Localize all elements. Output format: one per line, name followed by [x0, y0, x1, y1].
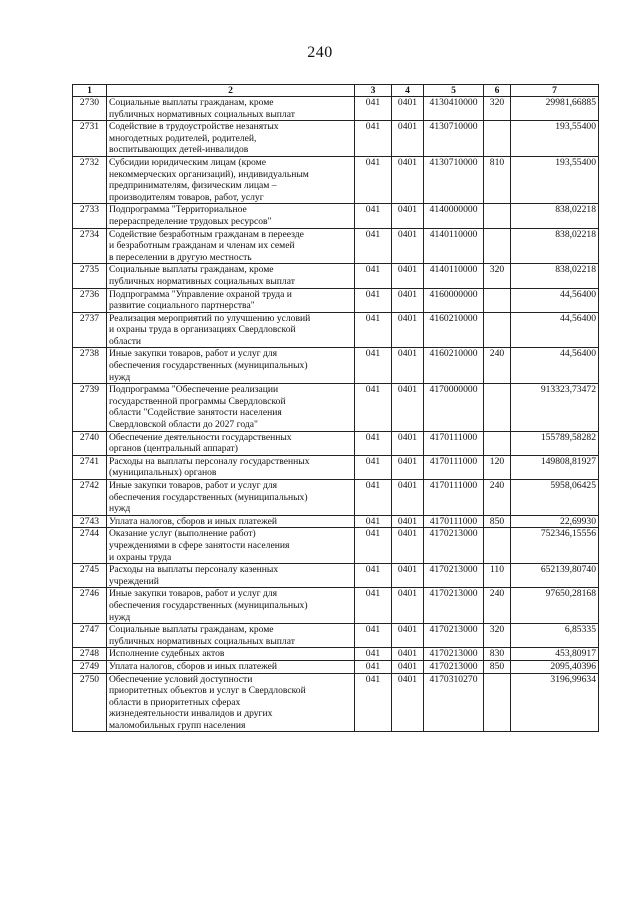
row-amount: 22,69930: [511, 515, 599, 528]
row-name: Содействие безработным гражданам в переезде и безработным гражданам и членам их семей в переселении в другую местность: [107, 228, 355, 264]
row-name: Иные закупки товаров, работ и услуг для обеспечения государственных (муниципальных) нужд: [107, 480, 355, 516]
row-name: Подпрограмма "Территориальное перераспределение трудовых ресурсов": [107, 204, 355, 228]
row-expense-type: [484, 431, 511, 455]
table-row: [73, 455, 599, 479]
row-target-code: 4170111000: [424, 431, 484, 455]
row-target-code: 4170213000: [424, 564, 484, 588]
row-number: 2736: [73, 288, 107, 312]
budget-table: [72, 84, 599, 732]
row-target-code: 4160000000: [424, 288, 484, 312]
table-row: [73, 564, 599, 588]
table-row: [73, 648, 599, 661]
row-target-code: 4170213000: [424, 588, 484, 624]
row-number: 2746: [73, 588, 107, 624]
row-section-code: 0401: [392, 431, 424, 455]
row-ministry-code: 041: [355, 431, 392, 455]
row-ministry-code: 041: [355, 624, 392, 648]
row-name: Социальные выплаты гражданам, кроме публичных нормативных социальных выплат: [107, 97, 355, 121]
table-row: [73, 312, 599, 348]
row-ministry-code: 041: [355, 264, 392, 288]
row-amount: 913323,73472: [511, 384, 599, 431]
row-ministry-code: 041: [355, 660, 392, 673]
row-amount: 193,55400: [511, 121, 599, 157]
row-target-code: 4130710000: [424, 121, 484, 157]
row-section-code: 0401: [392, 648, 424, 661]
table-row: [73, 228, 599, 264]
row-target-code: 4170213000: [424, 648, 484, 661]
row-expense-type: [484, 528, 511, 564]
row-expense-type: [484, 384, 511, 431]
row-target-code: 4170213000: [424, 660, 484, 673]
row-amount: 29981,66885: [511, 97, 599, 121]
row-amount: 838,02218: [511, 264, 599, 288]
row-amount: 155789,58282: [511, 431, 599, 455]
row-target-code: 4130710000: [424, 156, 484, 203]
table-row: [73, 121, 599, 157]
table-row: [73, 480, 599, 516]
row-amount: 44,56400: [511, 288, 599, 312]
row-ministry-code: 041: [355, 288, 392, 312]
row-name: Субсидии юридическим лицам (кроме некоммерческих организаций), индивидуальным предпринимателям, физическим лицам – производителям товаров, работ, услуг: [107, 156, 355, 203]
row-target-code: 4170213000: [424, 624, 484, 648]
row-amount: 2095,40396: [511, 660, 599, 673]
row-expense-type: 240: [484, 480, 511, 516]
row-number: 2742: [73, 480, 107, 516]
table-header: [73, 85, 599, 97]
row-section-code: 0401: [392, 384, 424, 431]
header-col-4: 4: [392, 85, 424, 97]
row-section-code: 0401: [392, 624, 424, 648]
row-target-code: 4160210000: [424, 312, 484, 348]
row-target-code: 4140110000: [424, 228, 484, 264]
row-ministry-code: 041: [355, 228, 392, 264]
table-row: [73, 528, 599, 564]
row-number: 2743: [73, 515, 107, 528]
table-row: [73, 156, 599, 203]
table-row: [73, 431, 599, 455]
row-ministry-code: 041: [355, 156, 392, 203]
row-name: Расходы на выплаты персоналу казенных учреждений: [107, 564, 355, 588]
table-row: [73, 673, 599, 732]
row-number: 2749: [73, 660, 107, 673]
table-row: [73, 624, 599, 648]
row-number: 2731: [73, 121, 107, 157]
row-number: 2735: [73, 264, 107, 288]
row-ministry-code: 041: [355, 648, 392, 661]
row-expense-type: 320: [484, 97, 511, 121]
table-row: [73, 264, 599, 288]
header-row: [73, 85, 599, 97]
row-target-code: 4170310270: [424, 673, 484, 732]
row-ministry-code: 041: [355, 480, 392, 516]
row-expense-type: 850: [484, 515, 511, 528]
table-row: [73, 588, 599, 624]
row-expense-type: 810: [484, 156, 511, 203]
row-name: Содействие в трудоустройстве незанятых многодетных родителей, родителей, воспитывающих детей-инвалидов: [107, 121, 355, 157]
row-amount: 97650,28168: [511, 588, 599, 624]
row-ministry-code: 041: [355, 673, 392, 732]
row-expense-type: [484, 673, 511, 732]
row-section-code: 0401: [392, 673, 424, 732]
row-target-code: 4170000000: [424, 384, 484, 431]
row-number: 2739: [73, 384, 107, 431]
row-number: 2748: [73, 648, 107, 661]
table-row: [73, 384, 599, 431]
row-name: Уплата налогов, сборов и иных платежей: [107, 515, 355, 528]
row-section-code: 0401: [392, 480, 424, 516]
table-row: [73, 288, 599, 312]
row-expense-type: [484, 204, 511, 228]
row-amount: 652139,80740: [511, 564, 599, 588]
header-col-5: 5: [424, 85, 484, 97]
row-name: Социальные выплаты гражданам, кроме публичных нормативных социальных выплат: [107, 624, 355, 648]
row-number: 2744: [73, 528, 107, 564]
row-section-code: 0401: [392, 564, 424, 588]
row-section-code: 0401: [392, 455, 424, 479]
table-body: [73, 97, 599, 732]
row-ministry-code: 041: [355, 588, 392, 624]
row-expense-type: 850: [484, 660, 511, 673]
row-name: Иные закупки товаров, работ и услуг для обеспечения государственных (муниципальных) нужд: [107, 348, 355, 384]
row-number: 2741: [73, 455, 107, 479]
row-expense-type: [484, 312, 511, 348]
row-section-code: 0401: [392, 312, 424, 348]
row-amount: 5958,06425: [511, 480, 599, 516]
row-target-code: 4160210000: [424, 348, 484, 384]
row-number: 2734: [73, 228, 107, 264]
row-amount: 44,56400: [511, 312, 599, 348]
row-number: 2740: [73, 431, 107, 455]
page-number: 240: [307, 44, 333, 61]
row-name: Подпрограмма "Управление охраной труда и развитие социального партнерства": [107, 288, 355, 312]
row-expense-type: [484, 288, 511, 312]
table-row: [73, 515, 599, 528]
row-amount: 44,56400: [511, 348, 599, 384]
row-section-code: 0401: [392, 228, 424, 264]
row-number: 2732: [73, 156, 107, 203]
row-name: Иные закупки товаров, работ и услуг для обеспечения государственных (муниципальных) нужд: [107, 588, 355, 624]
row-number: 2737: [73, 312, 107, 348]
row-section-code: 0401: [392, 288, 424, 312]
row-expense-type: 110: [484, 564, 511, 588]
row-section-code: 0401: [392, 660, 424, 673]
row-target-code: 4140110000: [424, 264, 484, 288]
row-number: 2747: [73, 624, 107, 648]
row-target-code: 4170111000: [424, 515, 484, 528]
row-name: Оказание услуг (выполнение работ) учреждениями в сфере занятости населения и охраны труда: [107, 528, 355, 564]
row-amount: 838,02218: [511, 204, 599, 228]
row-number: 2730: [73, 97, 107, 121]
row-expense-type: 120: [484, 455, 511, 479]
row-section-code: 0401: [392, 156, 424, 203]
row-ministry-code: 041: [355, 121, 392, 157]
row-target-code: 4170111000: [424, 480, 484, 516]
row-section-code: 0401: [392, 121, 424, 157]
row-ministry-code: 041: [355, 528, 392, 564]
row-ministry-code: 041: [355, 515, 392, 528]
row-section-code: 0401: [392, 264, 424, 288]
row-amount: 752346,15556: [511, 528, 599, 564]
row-ministry-code: 041: [355, 204, 392, 228]
row-expense-type: 320: [484, 624, 511, 648]
header-col-3: 3: [355, 85, 392, 97]
row-ministry-code: 041: [355, 312, 392, 348]
row-ministry-code: 041: [355, 348, 392, 384]
row-number: 2738: [73, 348, 107, 384]
row-expense-type: 830: [484, 648, 511, 661]
row-amount: 453,80917: [511, 648, 599, 661]
row-expense-type: 320: [484, 264, 511, 288]
row-name: Реализация мероприятий по улучшению условий и охраны труда в организациях Свердловской области: [107, 312, 355, 348]
row-name: Расходы на выплаты персоналу государственных (муниципальных) органов: [107, 455, 355, 479]
row-ministry-code: 041: [355, 564, 392, 588]
row-expense-type: 240: [484, 348, 511, 384]
row-amount: 149808,81927: [511, 455, 599, 479]
row-number: 2750: [73, 673, 107, 732]
row-ministry-code: 041: [355, 97, 392, 121]
row-section-code: 0401: [392, 348, 424, 384]
header-col-1: 1: [73, 85, 107, 97]
header-col-2: 2: [107, 85, 355, 97]
row-section-code: 0401: [392, 588, 424, 624]
row-name: Обеспечение условий доступности приоритетных объектов и услуг в Свердловской области в приоритетных сферах жизнедеятельности инвалидов и других маломобильных групп населения: [107, 673, 355, 732]
row-section-code: 0401: [392, 515, 424, 528]
table-row: [73, 348, 599, 384]
row-amount: 193,55400: [511, 156, 599, 203]
row-name: Уплата налогов, сборов и иных платежей: [107, 660, 355, 673]
row-expense-type: [484, 228, 511, 264]
row-name: Подпрограмма "Обеспечение реализации государственной программы Свердловской области "Содействие занятости населения Свердловской области до 2027 года": [107, 384, 355, 431]
row-expense-type: [484, 121, 511, 157]
row-name: Обеспечение деятельности государственных органов (центральный аппарат): [107, 431, 355, 455]
row-expense-type: 240: [484, 588, 511, 624]
row-section-code: 0401: [392, 528, 424, 564]
row-number: 2745: [73, 564, 107, 588]
table-row: [73, 204, 599, 228]
row-ministry-code: 041: [355, 384, 392, 431]
row-section-code: 0401: [392, 97, 424, 121]
row-target-code: 4130410000: [424, 97, 484, 121]
row-target-code: 4140000000: [424, 204, 484, 228]
row-amount: 3196,99634: [511, 673, 599, 732]
row-number: 2733: [73, 204, 107, 228]
row-name: Исполнение судебных актов: [107, 648, 355, 661]
row-section-code: 0401: [392, 204, 424, 228]
row-amount: 6,85335: [511, 624, 599, 648]
table-row: [73, 660, 599, 673]
row-target-code: 4170213000: [424, 528, 484, 564]
table-row: [73, 97, 599, 121]
row-target-code: 4170111000: [424, 455, 484, 479]
header-col-6: 6: [484, 85, 511, 97]
row-ministry-code: 041: [355, 455, 392, 479]
header-col-7: 7: [511, 85, 599, 97]
row-name: Социальные выплаты гражданам, кроме публичных нормативных социальных выплат: [107, 264, 355, 288]
row-amount: 838,02218: [511, 228, 599, 264]
